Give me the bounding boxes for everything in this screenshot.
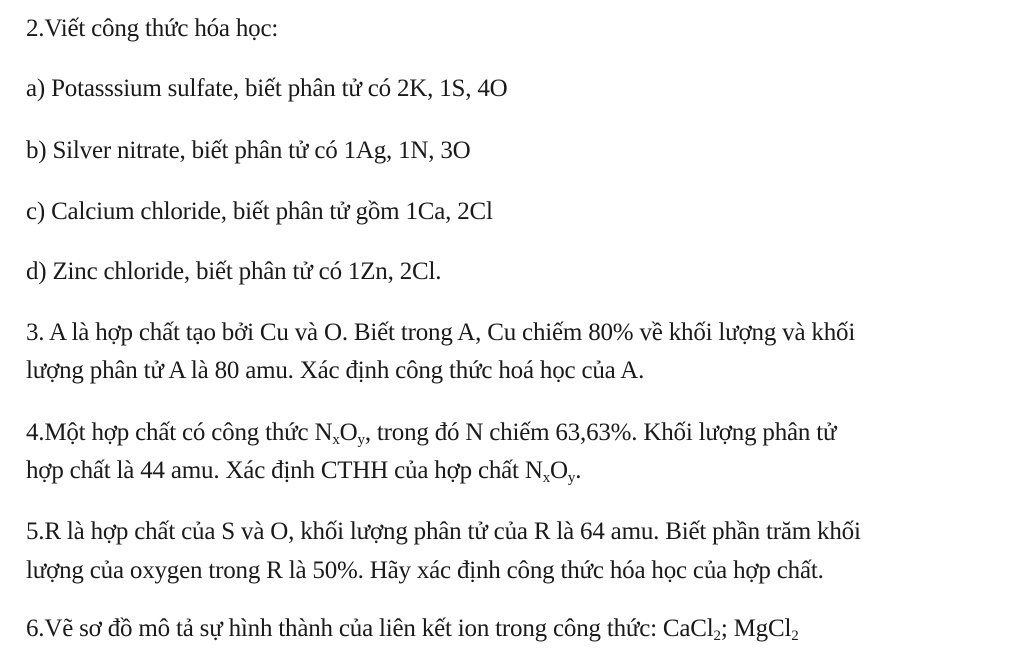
q6-line: 6.Vẽ sơ đồ mô tả sự hình thành của liên kết ion trong công thức: CaCl$_2$; MgCl$_2$: [26, 615, 799, 644]
q3-line-2: lượng phân tử A là 80 amu. Xác định công thức hoá học của A.: [26, 357, 645, 384]
q4-line-2: hợp chất là 44 amu. Xác định CTHH của hợp chất $N_xO_y$.: [26, 457, 582, 486]
q2-item-b: b) Silver nitrate, biết phân tử có 1Ag, 1N, 3O: [26, 137, 471, 164]
q2-heading: 2.Viết công thức hóa học:: [26, 15, 279, 42]
q2-item-c: c) Calcium chloride, biết phân tử gồm 1Ca, 2Cl: [26, 198, 493, 225]
q5-line-1: 5.R là hợp chất của S và O, khối lượng phân tử của R là 64 amu. Biết phần trăm khối: [26, 518, 861, 545]
q4-line-1: 4.Một hợp chất có công thức $N_xO_y$, trong đó N chiếm 63,63%. Khối lượng phân tử: [26, 419, 837, 448]
q5-line-2: lượng của oxygen trong R là 50%. Hãy xác định công thức hóa học của hợp chất.: [26, 557, 824, 584]
q2-item-a: a) Potasssium sulfate, biết phân tử có 2K, 1S, 4O: [26, 75, 508, 102]
q2-item-d: d) Zinc chloride, biết phân tử có 1Zn, 2Cl.: [26, 258, 442, 285]
q3-line-1: 3. A là hợp chất tạo bởi Cu và O. Biết trong A, Cu chiếm 80% về khối lượng và khối: [26, 319, 856, 346]
